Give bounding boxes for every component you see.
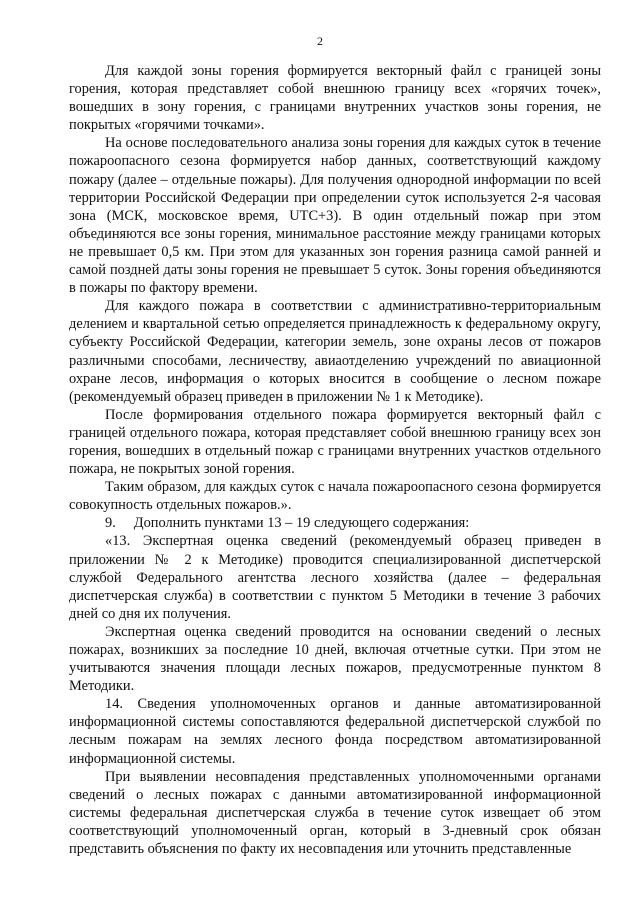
paragraph: Для каждого пожара в соответствии с административно-территориальным делением и квартальной сетью определяется принадлежность к федеральному округу, субъекту Российской Федерации, категории земель, зоне охраны лесов от пожаров различными способами, лесничеству, авиаотделению учреждений по авиационной охране лесов, информация о которых вносится в сообщение о лесном пожаре (рекомендуемый образец приведен в приложении № 1 к Методике). (69, 298, 601, 405)
paragraph-item-9: 9. Дополнить пунктами 13 – 19 следующего содержания: (105, 515, 470, 532)
paragraph-item-13: «13. Экспертная оценка сведений (рекомендуемый образец приведен в приложении № 2 к Методике) проводится специализированной диспетчерской службой Федерального агентства лесного хозяйства (далее – федеральная диспетчерская служба) в соответствии с пунктом 5 Методики в течение 3 рабочих дней со дня их получения. (69, 533, 601, 622)
document-body (69, 62, 601, 858)
paragraph: Для каждой зоны горения формируется векторный файл с границей зоны горения, которая представляет собой внешнюю границу всех «горячих точек», вошедших в зону горения, с границами внутренних участков зоны горения, не покрытых «горячими точками». (69, 63, 601, 134)
paragraph-item-14: 14. Сведения уполномоченных органов и данные автоматизированной информационной системы сопоставляются федеральной диспетчерской службой по лесным пожарам на землях лесного фонда посредством автоматизированной информационной системы. (69, 696, 601, 767)
paragraph: Экспертная оценка сведений проводится на основании сведений о лесных пожарах, возникших за последние 10 дней, включая отчетные сутки. При этом не учитываются значения площади лесных пожаров, предусмотренные пунктом 8 Методики. (69, 623, 601, 695)
paragraph: На основе последовательного анализа зоны горения для каждых суток в течение пожароопасного сезона формируется набор данных, соответствующий каждому пожару (далее – отдельные пожары). Для получения однородной информации по всей территории Российской Федерации при определении суток используется 2-я часовая зона (МСК, московское время, UTC+3). В один отдельный пожар при этом объединяются все зоны горения, минимальное расстояние между границами которых не превышает 0,5 км. При этом для указанных зон горения разница самой ранней и самой поздней даты зоны горения не превышает 5 суток. Зоны горения объединяются в пожары по фактору времени. (69, 135, 601, 297)
page-number: 2 (317, 34, 323, 48)
paragraph: После формирования отдельного пожара формируется векторный файл с границей отдельного пожара, которая представляет собой внешнюю границу всех зон горения, вошедших в отдельный пожар с границами внутренних участков отдельного пожара, не покрытых зоной горения. (69, 406, 601, 478)
paragraph: Таким образом, для каждых суток с начала пожароопасного сезона формируется совокупность отдельных пожаров.». (69, 479, 601, 514)
paragraph: При выявлении несовпадения представленных уполномоченными органами сведений о лесных пожарах с данными автоматизированной информационной системы федеральная диспетчерская служба в течение суток извещает об этом соответствующий уполномоченный орган, который в 3-дневный срок обязан представить объяснения по факту их несовпадения или уточнить представленные (69, 768, 601, 858)
